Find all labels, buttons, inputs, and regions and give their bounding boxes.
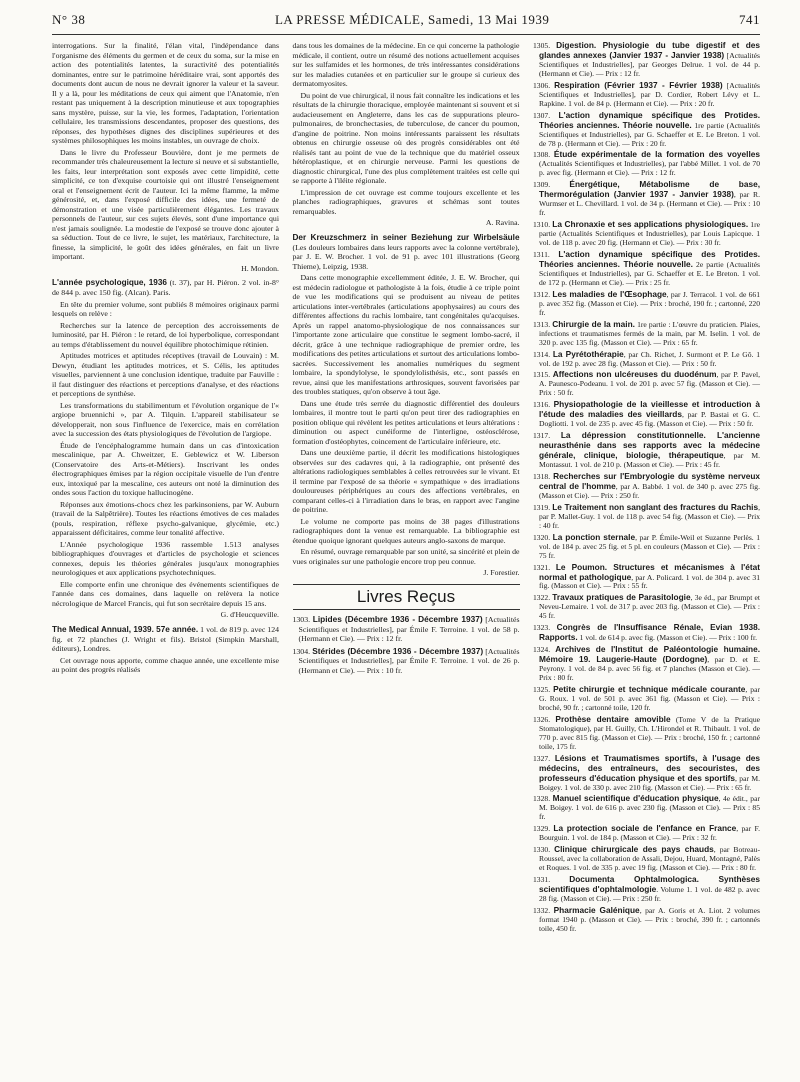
signature: H. Mondon. xyxy=(241,263,279,273)
entry-number: 1321. xyxy=(533,562,551,572)
book-entry xyxy=(533,290,760,318)
book-entry xyxy=(533,350,760,369)
book-entry xyxy=(293,614,520,644)
entry-number: 1327. xyxy=(533,753,551,763)
book-entry xyxy=(293,646,520,676)
entry-details: , par J. Terracol. 1 vol. de 661 p. avec 352 fig. (Masson et Cie). — Prix : broché, 190 fr. ; cartonné, 220 fr. xyxy=(539,289,760,317)
entry-number: 1310. xyxy=(533,220,551,230)
entry-title: Pharmacie Galénique xyxy=(553,904,640,915)
entry-number: 1306. xyxy=(533,80,551,90)
entry-details: , par A. Policard. 1 vol. de 304 p. avec 31 fig. (Masson et Cie). — Prix : 55 fr. xyxy=(539,572,760,591)
entry-title: Le Traitement non sanglant des fractures du Rachis xyxy=(552,501,759,512)
book-entry xyxy=(533,503,760,531)
signature: A. Ravina. xyxy=(485,218,520,227)
book-entry xyxy=(533,400,760,429)
column-1 xyxy=(52,41,279,936)
page-number: 741 xyxy=(738,12,760,27)
paragraph: Aptitudes motrices et aptitudes réceptives (travail de Louvain) : M. Dewyn, étudiant les aptitudes motrices, et S. Célis, les aptitudes visuelles, parviennent à une conclusion identique, traduite par Fauville : il faut distinguer des réactions et perceptions d'analyse, et des réactions et perceptions de synthèse. xyxy=(52,351,279,398)
entry-title: Les maladies de l'Œsophage xyxy=(552,288,667,299)
entry-details: , par A. Babbé. 1 vol. de 340 p. avec 275 fig. (Masson et Cie). — Prix : 250 fr. xyxy=(539,481,760,500)
entry-details: [Actualités Scientifiques et Industrielles], par Georges Delrue. 1 vol. de 44 p. (Hermann et Cie). — Prix : 12 fr. xyxy=(539,50,760,78)
entry-title: L'action dynamique spécifique des Protides. Théories anciennes. Théorie nouvelle. xyxy=(539,109,760,130)
entry-title: Lipides (Décembre 1936 - Décembre 1937) xyxy=(312,614,483,625)
entry-number: 1309. xyxy=(533,180,551,190)
entry-number: 1330. xyxy=(533,845,551,855)
entry-details: . Volume 1. 1 vol. de 482 p. avec 28 fig. (Masson et Cie). — Prix : 250 fr. xyxy=(539,885,760,904)
paragraph: Recherches sur la latence de perception des accroissements de luminosité, par H. Piéron : le retard, de loi hyperbolique, correspondant au temps d'établissement du nouvel équilibre photochimique rétinien. xyxy=(52,320,279,349)
entry-title: Étude expérimentale de la formation des voyelles xyxy=(553,149,760,160)
paragraph: dans tous les domaines de la médecine. En ce qui concerne la pathologie médicale, il contient, outre un résumé des notions actuellement acquises sur les sulfamides et les hormones, de très intéressantes considérations sur les maladies cutanées et en particulier sur le groupe si curieux des dermatomyosites. xyxy=(292,41,520,88)
column-2 xyxy=(293,41,520,936)
entry-number: 1318. xyxy=(533,471,551,481)
paragraph: Dans une deuxième partie, il décrit les modifications histologiques observées sur des cadavres qui, à la radiographie, ont présenté des altérations radiologiques semblables à celles retrouvées sur le vivant. Et il termine par l'exposé de sa théorie « sympathique » des irradiations douloureuses périphériques au cours des affections vertébrales, en comparant celles-ci à l'irradiation dans le bras, en rapport avec l'angine de poitrine. xyxy=(292,448,520,514)
entry-number: 1312. xyxy=(533,289,551,299)
entry-number: 1328. xyxy=(533,794,551,804)
entry-details: , par Ch. Richet, J. Surmont et P. Le Gô. 1 vol. de 192 p. avec 28 fig. (Masson et Cie). — Prix : 50 fr. xyxy=(539,349,760,368)
entry-details: , par P. Mallet-Guy. 1 vol. de 118 p. avec 54 fig. (Masson et Cie). — Prix : 40 fr. xyxy=(539,502,760,530)
entry-title: Documenta Ophtalmologica. Synthèses scientifiques d'ophtalmologie xyxy=(539,874,760,895)
paragraph: Elle comporte enfin une chronique des événements scientifiques de l'année dans ces domaines, dans laquelle on relèvera la notice nécrologique de Marcel Francis, qui fut son secrétaire depuis 15 ans. xyxy=(52,579,279,608)
entry-title: Chirurgie de la main. xyxy=(552,318,635,329)
books-received-list xyxy=(293,614,520,675)
book-entry xyxy=(533,220,760,248)
review-title: Der Kreuzschmerz in seiner Beziehung zur Wirbelsäule xyxy=(292,232,520,242)
book-entry xyxy=(533,875,760,904)
book-entry xyxy=(533,845,760,873)
entry-number: 1316. xyxy=(533,400,551,410)
paragraph: Cet ouvrage nous apporte, comme chaque année, une excellente mise au point des progrès réalisés xyxy=(52,655,279,674)
entry-number: 1326. xyxy=(533,714,551,724)
entry-details: 1 vol. de 614 p. avec fig. (Masson et Cie). — Prix : 100 fr. xyxy=(577,633,758,643)
section-rule xyxy=(293,584,520,585)
entry-details: 1re partie (Actualités Scientifiques et Industrielles), par G. Schaeffer et E. Le Breton. 1 vol. de 78 p. (Hermann et Cie). — Prix : 20 fr. xyxy=(539,120,760,148)
book-entry xyxy=(533,150,760,178)
entry-title: La ponction sternale xyxy=(552,531,636,542)
entry-number: 1315. xyxy=(533,370,551,380)
entry-details: [Actualités Scientifiques et Industrielles], par Émile F. Terroine. 1 vol. de 58 p. (Hermann et Cie). — Prix : 12 fr. xyxy=(298,615,520,644)
entry-number: 1304. xyxy=(292,646,311,656)
entry-number: 1307. xyxy=(533,110,551,120)
entry-details: , par M. Boigey. 1 vol. de 330 p. avec 210 fig. (Masson et Cie). — Prix : 65 fr. xyxy=(539,773,760,792)
book-entry xyxy=(533,533,760,561)
entry-title: Manuel scientifique d'éducation physique xyxy=(552,793,719,804)
entry-number: 1319. xyxy=(533,502,551,512)
entry-details: [Actualités Scientifiques et Industrielles], par Émile F. Terroine. 1 vol. de 26 p. (Hermann et Cie). — Prix : 10 fr. xyxy=(298,646,520,675)
column-3 xyxy=(533,41,760,936)
entry-number: 1314. xyxy=(533,349,551,359)
entry-details: , par D. et E. Peyrony. 1 vol. de 84 p. avec 56 fig. et 7 planches (Masson et Cie). — Prix : 80 fr. xyxy=(539,655,760,683)
journal-title: LA PRESSE MÉDICALE, Samedi, 13 Mai 1939 xyxy=(274,12,550,27)
book-entry xyxy=(533,645,760,683)
entry-details: , par R. Wurmser et L. Chevillard. 1 vol. de 34 p. (Hermann et Cie). — Prix : 10 fr. xyxy=(539,190,760,218)
entry-title: Archives de l'Institut de Paléontologie humaine. Mémoire 19. Laugerie-Haute (Dordogne) xyxy=(539,644,760,665)
entry-title: Digestion. Physiologie du tube digestif et des glandes annexes (Janvier 1937 - Janvier 1938) xyxy=(539,40,760,60)
book-entry xyxy=(533,754,760,793)
review-title: L'année psychologique, 1936 xyxy=(52,278,167,287)
paragraph: Réponses aux émotions-chocs chez les parkinsoniens, par W. Auburn (travail de la Salpêtrière). Toutes les réactions émotives de ces malades (pouls, respiration, réflexe psycho-galvanique, glycémie, etc.) apparaissent déficitaires, comme leur tonalité affective. xyxy=(52,499,279,537)
entry-number: 1303. xyxy=(292,615,311,625)
entry-number: 1320. xyxy=(533,532,551,542)
entry-details: , par F. Bourguin. 1 vol. de 184 p. (Masson et Cie). — Prix : 32 fr. xyxy=(539,824,761,843)
paragraph: L'impression de cet ouvrage est comme toujours excellente et les planches radiographiques, gravures et schémas sont toutes remarquables. xyxy=(292,187,520,216)
paragraph: interrogations. Sur la finalité, l'élan vital, l'indépendance dans l'organisme des éléments du germen et de ceux du soma, sur la mise en action des potentialités latentes, la suractivité des potentialités dominantes, entre sur le patrimoine héréditaire vrai, sont apportés des documents dont aucun de nous ne devrait ignorer la valeur et la saveur. Il y a là, pour les méditations de ceux qui aiment que l'Anatomie, n'en restant pas uniquement à la description minutieuse et aux topographies sans mystère, puisse, sur la vie, les formes, l'adaptation, l'orientation cellulaire, les transmissions descendantes, proposer des questions, des réponses, des hypothèses dignes des disciplines supérieures et des systèmes philosophiques les moins instables, un ouvrage de choix. xyxy=(52,41,279,145)
entry-number: 1332. xyxy=(533,905,551,915)
entry-details: 1re partie (Actualités Scientifiques et Industrielles), par Louis Lapicque. 1 vol. de 118 p. avec 20 fig. (Hermann et Cie). — Prix : 30 fr. xyxy=(539,220,760,248)
review-reference: (Les douleurs lombaires dans leurs rapports avec la colonne vertébrale), par J. E. W. Brocher. 1 vol. de 91 p. avec 101 illustrations (Georg Thieme), Leipzig, 1938. xyxy=(292,242,520,271)
section-rule xyxy=(293,609,520,610)
entry-title: Énergétique, Métabolisme de base, Thermorégulation (Janvier 1937 - Janvier 1938) xyxy=(539,179,760,200)
masthead xyxy=(52,12,760,35)
entry-title: Prothèse dentaire amovible xyxy=(555,713,671,724)
entry-number: 1325. xyxy=(533,685,551,694)
entry-details: , 4e édit., par M. Boigey. 1 vol. de 616 p. avec 230 fig. (Masson et Cie). — Prix : 85 fr. xyxy=(539,794,760,822)
entry-details: (Actualités Scientifiques et Industrielles), par l'abbé Millet. 1 vol. de 70 p. avec fig. (Hermann et Cie). — Prix : 12 fr. xyxy=(539,159,760,178)
entry-title: Le Poumon. Structures et mécanismes à l'état normal et pathologique xyxy=(539,561,760,582)
entry-title: Clinique chirurgicale des pays chauds xyxy=(554,844,714,855)
book-entry xyxy=(533,111,760,149)
entry-title: L'action dynamique spécifique des Protides. Théories anciennes. Théorie nouvelle. xyxy=(539,249,760,269)
entry-title: La Chronaxie et ses applications physiologiques. xyxy=(552,219,749,230)
entry-number: 1305. xyxy=(533,41,551,50)
paragraph: Étude de l'encéphalogramme humain dans un cas d'intoxication mescalinique, par A. Chweitzer, E. Geblewicz et W. Liberson (Conservatoire des Arts-et-Métiers). Inscrivant les ondes électrographiques émises par la région occipitale visuelle de l'un d'entre eux, intoxiqué par la mescaline, ces auteurs ont noté la diminution des ondes sous l'action du toxique hallucinogène. xyxy=(52,440,279,497)
review-reference: 1 vol. de 819 p. avec 124 fig. et 72 planches (J. Wright et fils). Bristol (Simpkin Marshall, éditeurs), Londres. xyxy=(52,624,280,653)
book-entry xyxy=(533,794,760,822)
entry-details: , par P. Bastai et G. C. Dogliotti. 1 vol. de 235 p. avec 45 fig. (Masson et Cie). — Prix : 50 fr. xyxy=(539,410,760,429)
book-entry xyxy=(533,320,760,348)
review-heading xyxy=(293,233,520,272)
entry-details: , par M. Montassut. 1 vol. de 210 p. (Masson et Cie). — Prix : 45 fr. xyxy=(539,451,760,470)
entry-details: , par A. Goris et A. Liot. 2 volumes format 1940 p. (Masson et Cie). — Prix : broché, 390 fr. ; cartonnés toile, 450 fr. xyxy=(539,905,760,933)
book-entry xyxy=(533,563,760,592)
paragraph: Dans une étude très serrée du diagnostic différentiel des douleurs lombaires, il montre tout le parti qu'on peut tirer des radiographies en position oblique qui révèlent les petites articulations et leurs altérations : diminution ou aspect cunéiforme de l'interligne, ostéosclérose, formation d'ostéophytes, coincement de l'articulaire inférieure, etc. xyxy=(292,398,520,446)
book-entry xyxy=(533,824,760,843)
book-entry xyxy=(533,906,760,934)
entry-number: 1311. xyxy=(533,250,550,260)
book-entry xyxy=(533,623,760,643)
book-entry xyxy=(533,593,760,621)
entry-title: La dépression constitutionnelle. L'ancienne neurasthénie dans ses rapports avec la médecine générale, clinique, biologie, thérapeutique xyxy=(539,430,760,461)
entry-number: 1322. xyxy=(533,593,551,603)
book-entry xyxy=(533,41,760,79)
entry-details: (Tome V de la Pratique Stomatologique), par H. Guilly, Ch. L'Hirondel et R. Thibault. 1 vol. de 770 p. avec 815 fig. (Masson et Cie). — Prix : broché, 150 fr. ; cartonné toile, 175 fr. xyxy=(539,714,761,751)
book-entry xyxy=(533,180,760,218)
paragraph: Dans cette monographie excellemment éditée, J. E. W. Brocher, qui est médecin radiologue et pathologiste à la fois, étudie à ce triple point de vue les modifications qui se produisent au niveau de petites articulations inter-vertébrales (articulations apophysaires) au cours des différentes affections du rachis lombaire, tant congénitales qu'acquises. Après un rappel anatomo-physiologique de nos connaissances sur l'importante zone articulaire que constitue le segment lombo-sacré, il décrit, grâce à une technique radiographique de premier ordre, les modifications des petites articulations et surtout des articulations lombo-sacrées. Successivement les anomalies numériques du segment lombaire, la spondylolyse, le spondylolisthésis, etc., sont passés en revue, ainsi que les manifestations arthrosiques, souvent favorisées par des troubles statiques, qu'on observe à tout âge. xyxy=(292,273,520,396)
entry-title: Petite chirurgie et technique médicale courante xyxy=(553,684,746,694)
entry-title: Congrès de l'Insuffisance Rénale, Evian 1938. Rapports. xyxy=(539,622,760,643)
review-heading xyxy=(52,278,279,298)
entry-details: , par P. Pavel, A. Paunesco-Podeanu. 1 vol. de 201 p. avec 57 fig. (Masson et Cie). — Prix : 50 fr. xyxy=(539,370,760,398)
paragraph: Du point de vue chirurgical, il nous fait connaître les indications et les résultats de la chirurgie thoracique, employée maintenant si souvent et si audacieusement en Angleterre, dans les cas de suppurations pleuro-pulmonaires, de bronchectasies, de tuberculose, de cancer du poumon, d'angine de poitrine. Non moins intéressants paraissent les résultats obtenus en chirurgie osseuse où des progrès considérables ont été réalisés tant au point de vue de la technique que du matériel osseux hétéroplastique, et en chirurgie nerveuse. Parmi les questions de diagnostic chirurgical, l'une des plus complètement traitées est celle qui se rapporte à l'iléite régionale. xyxy=(292,90,520,185)
book-entry xyxy=(533,685,760,713)
book-entry xyxy=(533,431,760,470)
review-heading xyxy=(52,625,279,654)
entry-title: Lésions et Traumatismes sportifs, à l'usage des médecins, des entraîneurs, des secouristes, des professeurs d'éducation physique et des sportifs xyxy=(539,752,760,783)
entry-title: Travaux pratiques de Parasitologie xyxy=(552,592,691,603)
paragraph: En tête du premier volume, sont publiés 8 mémoires originaux parmi lesquels on relève : xyxy=(52,299,279,318)
entry-title: Affections non ulcéreuses du duodénum xyxy=(552,369,717,380)
entry-number: 1317. xyxy=(533,431,551,441)
entry-details: 2e partie (Actualités Scientifiques et Industrielles), par G. Schaeffer et E. Le Breton. 1 vol. de 172 p. (Hermann et Cie). — Prix : 25 fr. xyxy=(539,259,760,287)
book-entry xyxy=(533,81,760,109)
book-entry xyxy=(533,715,760,752)
paragraph: En résumé, ouvrage remarquable par son unité, sa sincérité et plein de vues originales sur une pathologie encore trop peu connue. xyxy=(292,547,520,566)
entry-title: Respiration (Février 1937 - Février 1938) xyxy=(554,79,723,90)
books-received-list xyxy=(533,41,760,934)
entry-title: Stérides (Décembre 1936 - Décembre 1937) xyxy=(312,645,484,656)
entry-number: 1331. xyxy=(533,875,551,885)
entry-number: 1308. xyxy=(533,150,551,160)
paragraph: L'Année psychologique 1936 rassemble 1.513 analyses bibliographiques d'ouvrages et d'articles de psychologie et sciences connexes, depuis les théories générales jusqu'aux monographies neurologiques et aux applications psychotechniques. xyxy=(52,539,279,577)
paragraph: Le volume ne comporte pas moins de 38 pages d'illustrations radiographiques dont la venue est remarquable. La bibliographie est étendue quoique ignorant quelques auteurs anglo-saxons de marque. xyxy=(292,516,520,545)
book-entry xyxy=(533,250,760,288)
signature: J. Forestier. xyxy=(483,568,520,577)
entry-details: , par P. Émile-Weil et Suzanne Perlès. 1 vol. de 184 p. avec 25 fig. et 5 pl. en couleurs (Masson et Cie). — Prix : 75 fr. xyxy=(539,532,761,560)
paragraph: Les transformations du stabilimentum et l'évolution organique de l'« argiope bruennichi », par A. Tilquin. L'appareil stabilisateur se développerait, non sous l'influence de l'exercice, mais en corrélation avec la succession des états physiologiques de l'évolution de l'argiope. xyxy=(52,400,279,438)
issue-number: N° 38 xyxy=(52,12,86,27)
entry-details: , 3e éd., par Brumpt et Neveu-Lemaire. 1 vol. de 317 p. avec 203 fig. (Masson et Cie). — Prix : 45 fr. xyxy=(539,593,760,621)
entry-title: La protection sociale de l'enfance en France xyxy=(553,823,737,834)
entry-title: La Pyrétothérapie xyxy=(552,348,624,359)
review-reference: (t. 37), par H. Piéron. 2 vol. in-8° de 844 p. avec 150 fig. (Alcan). Paris. xyxy=(52,278,280,297)
entry-details: , par Botreau-Roussel, avec la collaboration de Assali, Dejou, Huard, Montagné, Palès et Roques. 1 vol. de 335 p. avec 19 fig. (Masson et Cie). — Prix : 80 fr. xyxy=(539,845,760,873)
review-title: The Medical Annual, 1939. 57e année. xyxy=(52,624,199,634)
entry-number: 1313. xyxy=(533,319,551,329)
entry-details: 1re partie : L'œuvre du praticien. Plaies, infections et traumatismes fermés de la main, par M. Iselin. 1 vol. de 320 p. avec 135 fig. (Masson et Cie). — Prix : 65 fr. xyxy=(539,319,760,347)
paragraph: Dans le livre du Professeur Bouvière, dont je me permets de recommander très chaleureusement la lecture si neuve et si substantielle, les faits, leur interprétation sont exposés avec cette limpidité, cette simplicité, ce ton d'exquise courtoisie qui ont illustré l'enseignement oral et l'enseignement écrit de l'auteur. Ici la même flamme, la même générosité, et, dans l'exposé difficile des idées, une fermeté de démonstration et une visée particulièrement élégantes. Les travaux personnels de l'auteur, sur ces sujets élevés, sont d'une importance qui n'est jamais soulignée. La modestie de l'exposé se trouve donc ajouter à sa séduction. Tout de ce livre, le sujet, les matériaux, l'architecture, la finesse, la simplicité, le goût des idées générales, en fait un livre important. xyxy=(52,147,279,261)
entry-title: Physiopathologie de la vieillesse et introduction à l'étude des maladies des vieillards xyxy=(539,399,760,420)
livres-recus-heading: Livres Reçus xyxy=(356,586,456,606)
signature: G. d'Heucqueville. xyxy=(220,610,279,619)
entry-title: Recherches sur l'Embryologie du système nerveux central de l'homme xyxy=(539,470,760,491)
book-entry xyxy=(533,472,760,501)
book-entry xyxy=(533,370,760,398)
entry-number: 1323. xyxy=(533,623,551,633)
entry-details: , par G. Roux. 1 vol. de 501 p. avec 361 fig. (Masson et Cie). — Prix : broché, 90 fr. ; cartonné toile, 120 fr. xyxy=(539,685,760,712)
entry-details: [Actualités Scientifiques et Industrielles], par D. Cordier, Robert Lévy et L. Rapkine. 1 vol. de 84 p. (Hermann et Cie). — Prix : 20 fr. xyxy=(539,80,761,108)
entry-number: 1329. xyxy=(533,824,551,834)
entry-number: 1324. xyxy=(533,645,551,655)
